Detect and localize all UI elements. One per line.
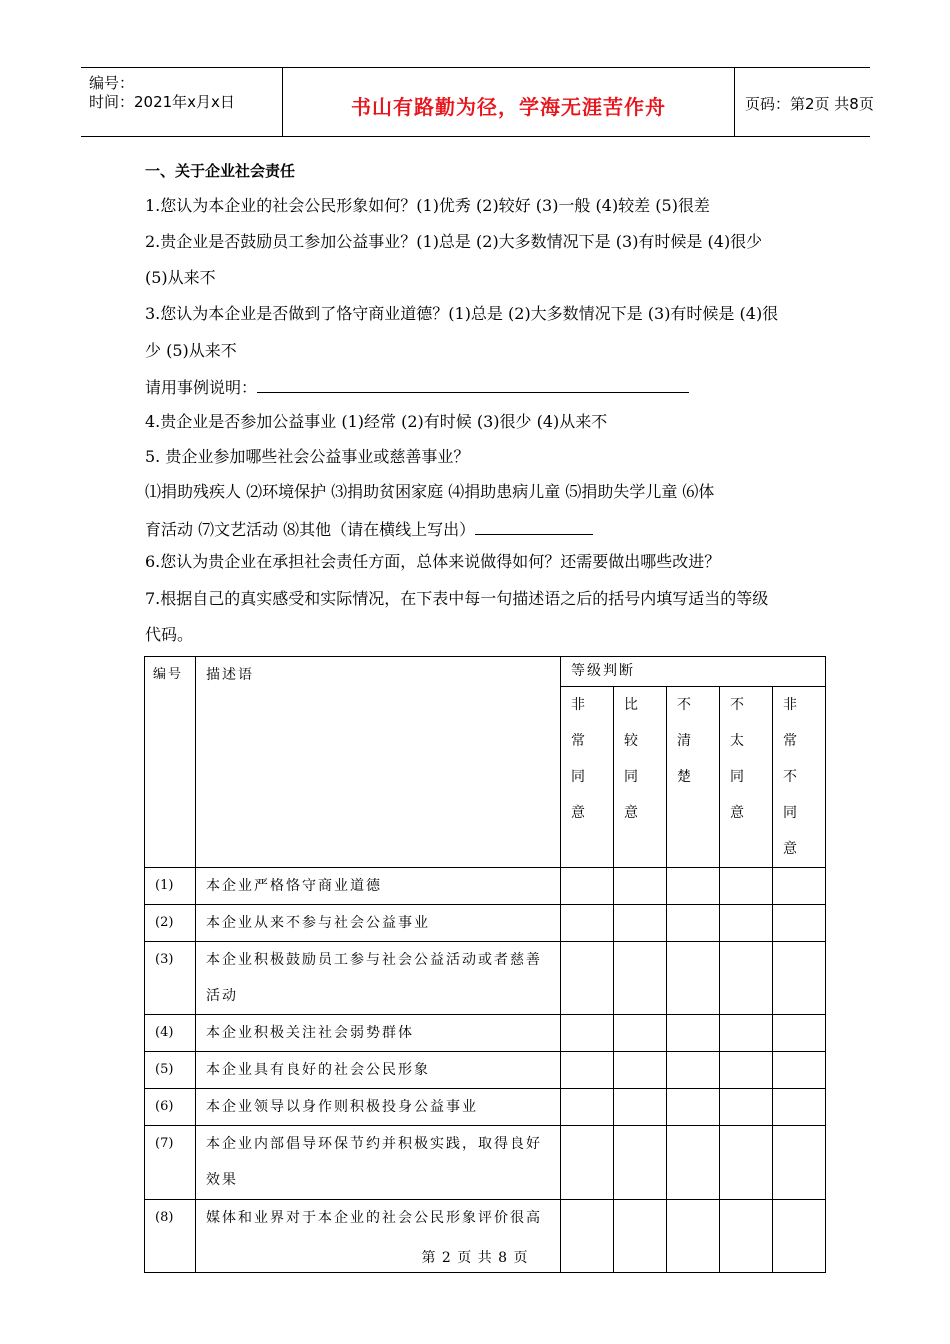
rating-cell[interactable] — [561, 868, 614, 905]
page-info: 页码：第2页 共8页 — [745, 95, 874, 113]
question-2-line-1: 2.贵企业是否鼓励员工参加公益事业？(1)总是 (2)大多数情况下是 (3)有时候是 (4)很少 — [145, 232, 763, 251]
question-3-line-1: 3.您认为本企业是否做到了恪守商业道德？(1)总是 (2)大多数情况下是 (3)有时候是 (4)很 — [145, 304, 779, 323]
rating-cell[interactable] — [561, 905, 614, 942]
page-header — [81, 67, 874, 137]
row-number: (2) — [145, 905, 196, 942]
header-motto-cell — [282, 68, 735, 136]
row-number: (1) — [145, 868, 196, 905]
question-5-options-row-2 — [145, 518, 593, 540]
row-number: (3) — [145, 942, 196, 1015]
rating-cell[interactable] — [614, 942, 667, 1015]
table-row — [145, 868, 826, 905]
rating-cell[interactable] — [614, 1126, 667, 1200]
row-description: 本企业从来不参与社会公益事业 — [196, 905, 561, 942]
page-footer: 第 2 页 共 8 页 — [421, 1250, 529, 1266]
table-row — [145, 1015, 826, 1052]
rating-cell[interactable] — [614, 1089, 667, 1126]
rating-cell[interactable] — [720, 1052, 773, 1089]
rating-cell[interactable] — [667, 905, 720, 942]
row-number: (7) — [145, 1126, 196, 1200]
rating-cell[interactable] — [667, 1126, 720, 1200]
rating-cell[interactable] — [720, 1089, 773, 1126]
rating-cell[interactable] — [667, 868, 720, 905]
header-page-cell — [735, 68, 874, 136]
rating-cell[interactable] — [614, 905, 667, 942]
rating-cell[interactable] — [614, 1052, 667, 1089]
example-answer-line[interactable] — [257, 376, 689, 393]
question-4: 4.贵企业是否参加公益事业 (1)经常 (2)有时候 (3)很少 (4)从来不 — [145, 412, 608, 431]
rating-cell[interactable] — [773, 1052, 826, 1089]
table-row — [145, 1089, 826, 1126]
rating-cell[interactable] — [720, 1126, 773, 1200]
section-title: 一、关于企业社会责任 — [145, 162, 296, 180]
row-number: (8) — [145, 1200, 196, 1273]
table-row — [145, 1052, 826, 1089]
question-5: 5. 贵企业参加哪些社会公益事业或慈善事业？ — [145, 447, 470, 466]
row-description: 本企业积极鼓励员工参与社会公益活动或者慈善活动 — [196, 942, 561, 1015]
row-description: 本企业积极关注社会弱势群体 — [196, 1015, 561, 1052]
header-description: 描述语 — [196, 657, 561, 868]
row-number: (4) — [145, 1015, 196, 1052]
rating-cell[interactable] — [561, 1089, 614, 1126]
row-number: (5) — [145, 1052, 196, 1089]
question-3-line-2: 少 (5)从来不 — [145, 341, 237, 360]
rating-cell[interactable] — [667, 1089, 720, 1126]
rating-cell[interactable] — [561, 942, 614, 1015]
row-description: 本企业严格恪守商业道德 — [196, 868, 561, 905]
rating-cell[interactable] — [561, 1052, 614, 1089]
question-2-line-2: (5)从来不 — [145, 268, 216, 287]
code-label: 编号： — [89, 74, 135, 92]
rating-cell[interactable] — [667, 1015, 720, 1052]
rating-cell[interactable] — [720, 1015, 773, 1052]
row-description: 本企业内部倡导环保节约并积极实践，取得良好效果 — [196, 1126, 561, 1200]
question-7-line-1: 7.根据自己的真实感受和实际情况，在下表中每一句描述语之后的括号内填写适当的等级 — [145, 589, 769, 608]
rating-table — [144, 656, 826, 1273]
level-disagree: 不太同意 — [720, 687, 773, 868]
motto: 书山有路勤为径，学海无涯苦作舟 — [351, 95, 666, 119]
table-row — [145, 905, 826, 942]
row-number: (6) — [145, 1089, 196, 1126]
rating-cell[interactable] — [667, 942, 720, 1015]
rating-cell[interactable] — [720, 905, 773, 942]
level-unsure: 不清楚 — [667, 687, 720, 868]
rating-cell[interactable] — [667, 1052, 720, 1089]
level-strongly-agree: 非常同意 — [561, 687, 614, 868]
question-3-example-row — [145, 376, 689, 398]
question-7-line-2: 代码。 — [145, 625, 194, 644]
question-5-options-line-1: ⑴捐助残疾人 ⑵环境保护 ⑶捐助贫困家庭 ⑷捐助患病儿童 ⑸捐助失学儿童 ⑹体 — [145, 482, 715, 501]
rating-cell[interactable] — [773, 868, 826, 905]
rating-cell[interactable] — [561, 1015, 614, 1052]
question-1: 1.您认为本企业的社会公民形象如何？(1)优秀 (2)较好 (3)一般 (4)较差 (5)很差 — [145, 196, 710, 215]
header-number: 编号 — [145, 657, 196, 868]
time-label: 时间：2021年x月x日 — [89, 93, 235, 111]
row-description: 媒体和业界对于本企业的社会公民形象评价很高 — [196, 1200, 561, 1273]
table-row — [145, 942, 826, 1015]
level-strongly-disagree: 非常不同意 — [773, 687, 826, 868]
rating-cell[interactable] — [614, 1015, 667, 1052]
row-description: 本企业领导以身作则积极投身公益事业 — [196, 1089, 561, 1126]
rating-cell[interactable] — [773, 905, 826, 942]
rating-cell[interactable] — [773, 942, 826, 1015]
other-answer-line[interactable] — [475, 518, 593, 535]
header-meta-cell — [81, 68, 282, 136]
header-level: 等级判断 — [561, 657, 826, 687]
table-row — [145, 1126, 826, 1200]
question-5-options-line-2: 育活动 ⑺文艺活动 ⑻其他（请在横线上写出） — [145, 520, 476, 539]
rating-cell[interactable] — [614, 868, 667, 905]
rating-cell[interactable] — [561, 1126, 614, 1200]
row-description: 本企业具有良好的社会公民形象 — [196, 1052, 561, 1089]
rating-cell[interactable] — [773, 1015, 826, 1052]
question-6: 6.您认为贵企业在承担社会责任方面，总体来说做得如何？还需要做出哪些改进？ — [145, 552, 721, 571]
rating-cell[interactable] — [720, 868, 773, 905]
rating-cell[interactable] — [720, 942, 773, 1015]
level-agree: 比较同意 — [614, 687, 667, 868]
question-3-example-label: 请用事例说明： — [145, 378, 258, 397]
rating-cell[interactable] — [773, 1126, 826, 1200]
rating-cell[interactable] — [773, 1089, 826, 1126]
